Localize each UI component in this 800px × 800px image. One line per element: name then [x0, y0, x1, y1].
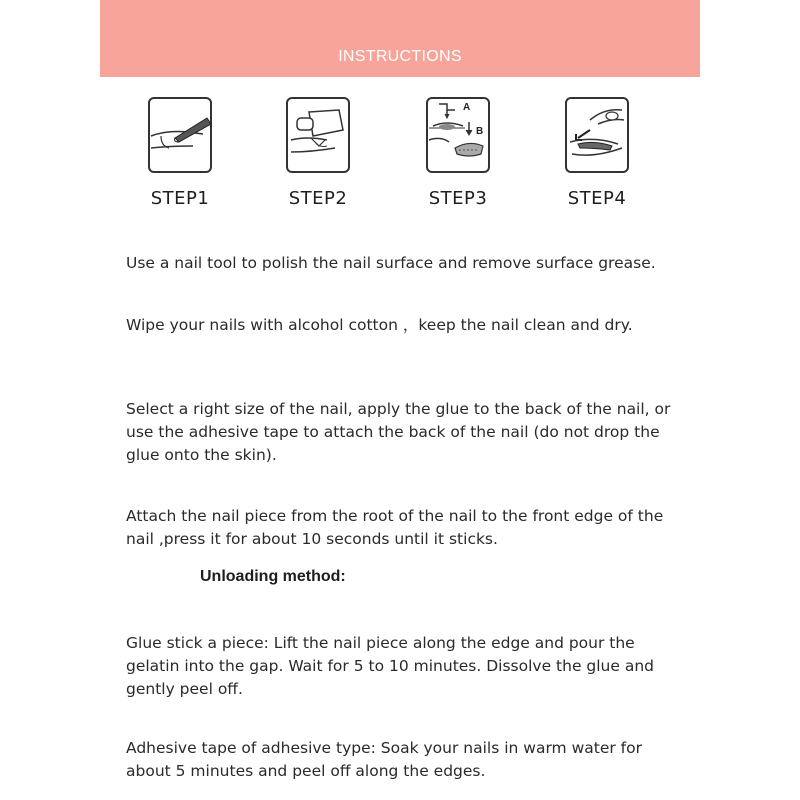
page-title: INSTRUCTIONS — [338, 48, 462, 65]
header-banner — [100, 0, 700, 77]
step-label: STEP2 — [288, 188, 348, 209]
glue-application-icon — [425, 96, 491, 174]
label-a: A — [463, 102, 471, 113]
unloading-method-heading: Unloading method: — [200, 568, 346, 585]
unloading-method-tape: Adhesive tape of adhesive type: Soak your nails in warm water for about 5 minutes and peel off along the edges. — [126, 739, 642, 780]
step-3 — [398, 96, 518, 209]
label-b: B — [476, 126, 484, 137]
instruction-step-4: Attach the nail piece from the root of the nail to the front edge of the nail ,press it for about 10 seconds until it sticks. — [126, 507, 664, 548]
instruction-step-1: Use a nail tool to polish the nail surface and remove surface grease. — [126, 254, 656, 272]
step-1 — [120, 96, 240, 209]
nail-file-icon — [147, 96, 213, 174]
steps-row — [0, 96, 800, 216]
instruction-step-3: Select a right size of the nail, apply the glue to the back of the nail, or use the adhesive tape to attach the back of the nail (do not drop the glue onto the skin). — [126, 400, 671, 464]
press-nail-icon — [564, 96, 630, 174]
alcohol-wipe-icon — [285, 96, 351, 174]
unloading-method-glue: Glue stick a piece: Lift the nail piece along the edge and pour the gelatin into the gap. Wait for 5 to 10 minutes. Dissolve the glue and gently peel off. — [126, 634, 655, 698]
step-label: STEP4 — [567, 188, 627, 209]
step-label: STEP3 — [428, 188, 488, 209]
instruction-step-2: Wipe your nails with alcohol cotton ，keep the nail clean and dry. — [126, 316, 633, 334]
step-2 — [258, 96, 378, 209]
step-label: STEP1 — [150, 188, 210, 209]
step-4 — [537, 96, 657, 209]
